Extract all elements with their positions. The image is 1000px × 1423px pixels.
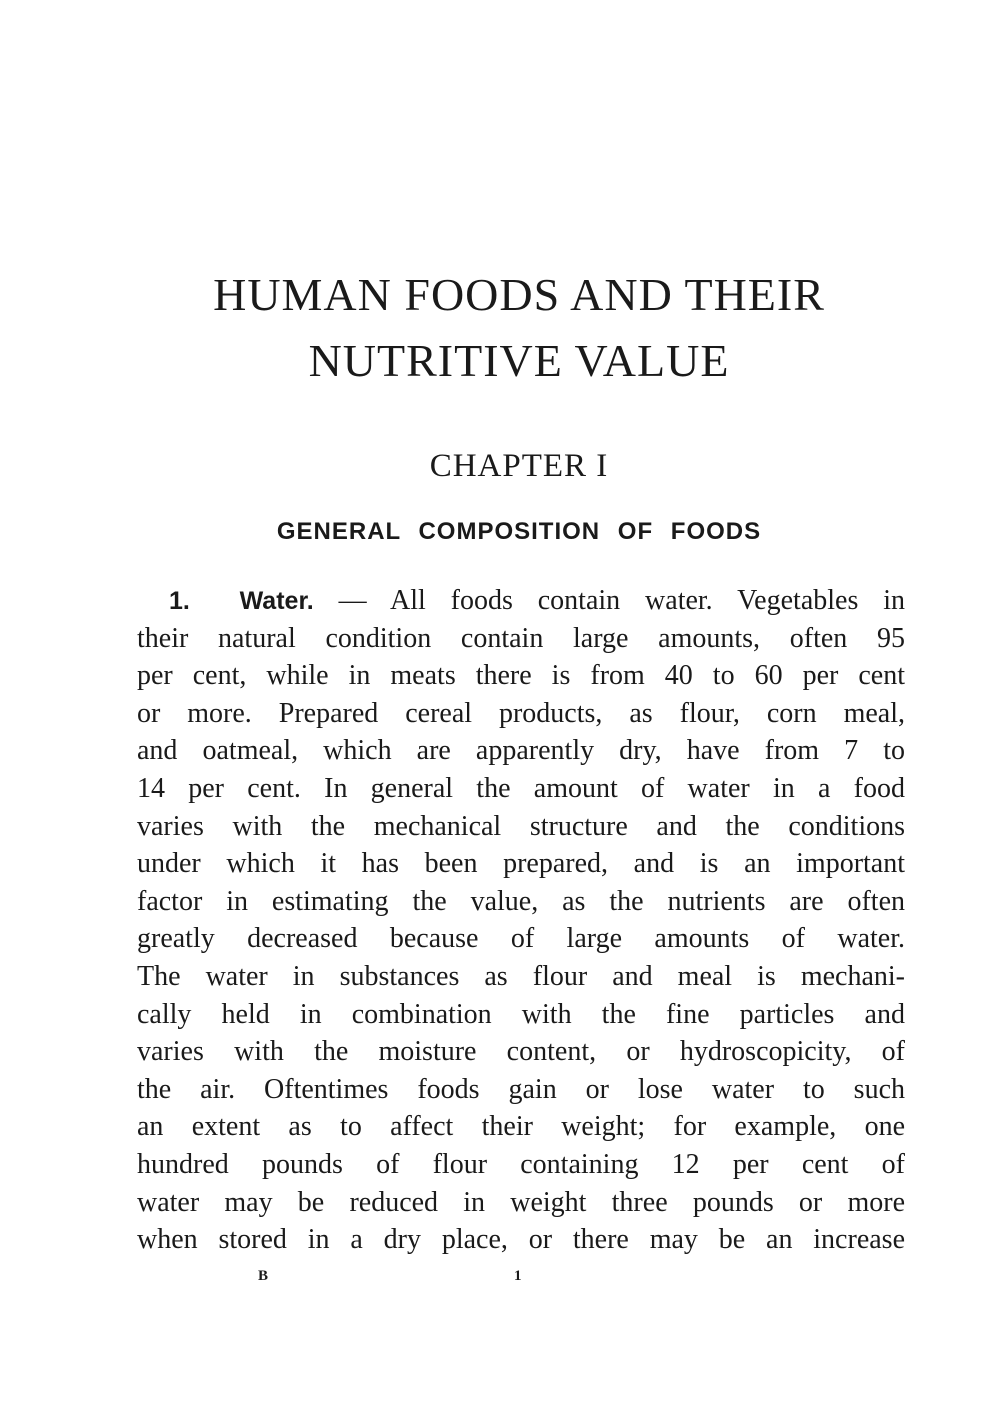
paragraph-line: factor in estimating the value, as the nutrients are often (137, 885, 905, 917)
book-title-line-2: NUTRITIVE VALUE (308, 335, 730, 386)
chapter-title: GENERAL COMPOSITION OF FOODS (276, 518, 762, 545)
paragraph-line: when stored in a dry place, or there may be an increase (137, 1224, 905, 1256)
paragraph-line (137, 582, 905, 620)
signature-mark: B (258, 1268, 269, 1284)
paragraph-line: or more. Prepared cereal products, as flour, corn meal, (137, 697, 905, 729)
paragraph-line: per cent, while in meats there is from 40 to 60 per cent (137, 660, 905, 692)
section-number: 1. (169, 587, 190, 615)
section-heading: Water. (239, 587, 314, 615)
paragraph-line: greatly decreased because of large amounts of water. (137, 923, 905, 955)
paragraph-line: water may be reduced in weight three pounds or more (137, 1186, 905, 1218)
page-number: 1 (514, 1268, 522, 1284)
paragraph-line: an extent as to affect their weight; for example, one (137, 1111, 905, 1143)
book-title-line-1: HUMAN FOODS AND THEIR (213, 269, 825, 320)
paragraph-line: and oatmeal, which are apparently dry, have from 7 to (137, 735, 905, 767)
paragraph-line-text: — All foods contain water. Vegetables in (338, 585, 906, 616)
paragraph-line: under which it has been prepared, and is an important (137, 848, 905, 880)
paragraph-line: the air. Oftentimes foods gain or lose water to such (137, 1073, 905, 1105)
paragraph-line: hundred pounds of flour containing 12 per cent of (137, 1148, 905, 1180)
section-body (137, 582, 905, 1259)
paragraph-line: cally held in combination with the fine particles and (137, 998, 905, 1030)
paragraph-line: varies with the moisture content, or hydroscopicity, of (137, 1036, 905, 1068)
chapter-number: CHAPTER I (429, 448, 609, 484)
paragraph-line: varies with the mechanical structure and the conditions (137, 810, 905, 842)
paragraph-line: their natural condition contain large amounts, often 95 (137, 622, 905, 654)
book-title (0, 262, 1000, 394)
paragraph-line: The water in substances as flour and meal is mechani- (137, 960, 905, 992)
paragraph-line: 14 per cent. In general the amount of water in a food (137, 772, 905, 804)
